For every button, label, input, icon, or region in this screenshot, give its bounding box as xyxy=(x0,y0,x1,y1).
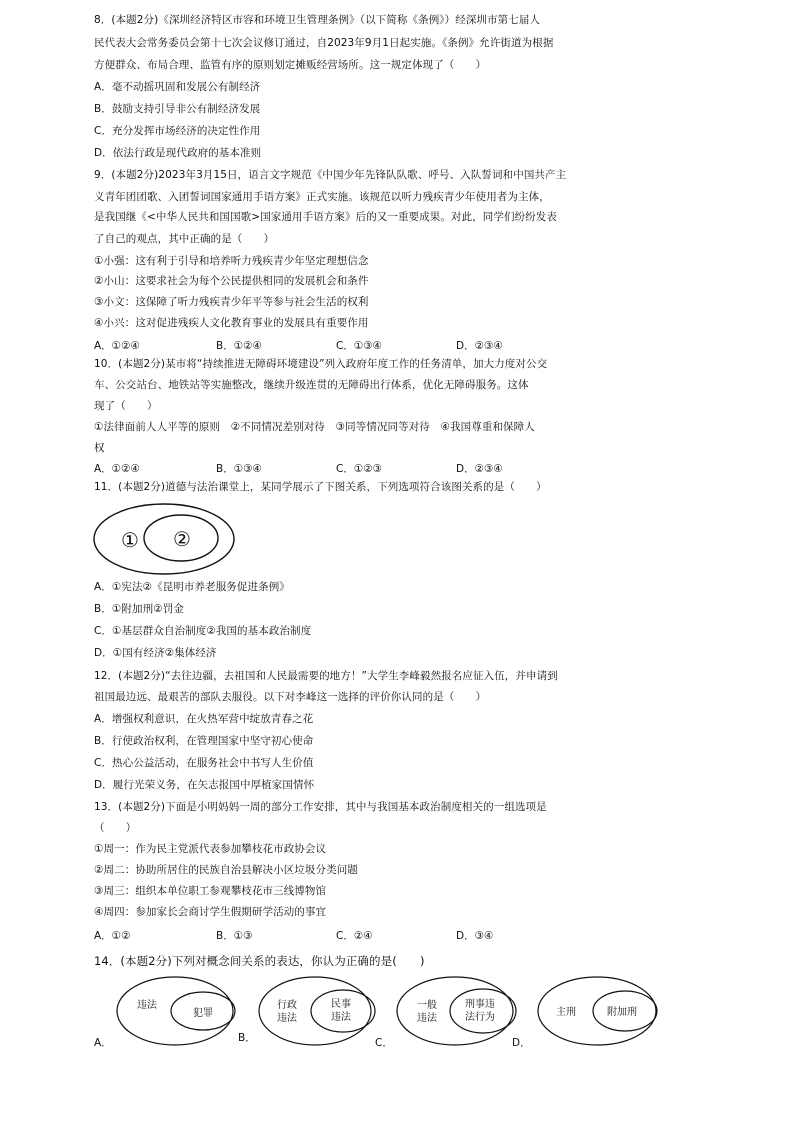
q9-stem-line-2: 义青年团团歌、入团誓词国家通用手语方案》正式实施。该规范以听力残疾青少年使用者为主体， xyxy=(94,191,550,203)
q9-statement-4: ④小兴：这对促进残疾人文化教育事业的发展具有重要作用 xyxy=(94,317,369,329)
q11-label-1: ① xyxy=(121,528,139,552)
q9-stem-line-1: 9．(本题2分)2023年3月15日，语言文字规范《中国少年先锋队队歌、呼号、入队誓词和中国共产主 xyxy=(94,169,567,181)
q11-option-b: B．①附加刑②罚金 xyxy=(94,603,184,615)
q14-option-b-letter: B． xyxy=(238,1032,256,1044)
q9-stem-line-4: 了自己的观点，其中正确的是（ ） xyxy=(94,233,275,245)
q8-option-d: D．依法行政是现代政府的基本准则 xyxy=(94,147,262,159)
q13-stem-line-2: （ ） xyxy=(94,822,137,834)
q10-statements-wrap: 权 xyxy=(94,442,105,454)
q14-b-inner-label-2: 违法 xyxy=(331,1012,351,1023)
q10-statements: ①法律面前人人平等的原则 ②不同情况差别对待 ③同等情况同等对待 ④我国尊重和保障人 xyxy=(94,421,535,433)
q11-outer-ellipse xyxy=(94,504,234,574)
q14-a-outer-ellipse xyxy=(117,977,233,1045)
q14-d-inner-label: 附加刑 xyxy=(607,1007,637,1018)
q10-option-c: C．①②③ xyxy=(336,463,383,475)
q13-statement-3: ③周三：组织本单位职工参观攀枝花市三线博物馆 xyxy=(94,885,327,897)
q11-label-2: ② xyxy=(173,527,191,551)
q11-stem: 11．(本题2分)道德与法治课堂上，某同学展示了下图关系，下列选项符合该图关系的是（ ） xyxy=(94,481,547,493)
q12-stem-line-2: 祖国最边远、最艰苦的部队去服役。以下对李峰这一选择的评价你认同的是（ ） xyxy=(94,691,487,703)
q9-statement-1: ①小强：这有利于引导和培养听力残疾青少年坚定理想信念 xyxy=(94,255,369,267)
q13-option-d: D．③④ xyxy=(456,930,494,942)
q11-option-d: D．①国有经济②集体经济 xyxy=(94,647,217,659)
q11-venn-diagram xyxy=(92,502,238,578)
q13-option-a: A．①② xyxy=(94,930,131,942)
q12-stem-line-1: 12．(本题2分)“去往边疆，去祖国和人民最需要的地方！”大学生李峰毅然报名应征入伍，并申请到 xyxy=(94,670,558,682)
q14-b-outer-label-1: 行政 xyxy=(277,1000,297,1011)
q13-option-b: B．①③ xyxy=(216,930,253,942)
q14-c-inner-ellipse xyxy=(450,989,516,1033)
q10-option-d: D．②③④ xyxy=(456,463,503,475)
q12-option-d: D．履行光荣义务，在矢志报国中厚植家国情怀 xyxy=(94,779,315,791)
q14-option-d-letter: D． xyxy=(512,1037,531,1049)
q8-option-b: B．鼓励支持引导非公有制经济发展 xyxy=(94,103,261,115)
q13-option-c: C．②④ xyxy=(336,930,373,942)
q12-option-c: C．热心公益活动，在服务社会中书写人生价值 xyxy=(94,757,314,769)
q9-option-c: C．①③④ xyxy=(336,340,383,352)
q8-stem-line-3: 方便群众、布局合理、监管有序的原则划定摊贩经营场所。这一规定体现了（ ） xyxy=(94,59,487,71)
q14-option-c-letter: C． xyxy=(375,1037,393,1049)
q8-option-c: C．充分发挥市场经济的决定性作用 xyxy=(94,125,261,137)
q14-diagram-d xyxy=(536,975,660,1047)
q14-b-outer-ellipse xyxy=(259,977,371,1045)
q11-option-c: C．①基层群众自治制度②我国的基本政治制度 xyxy=(94,625,312,637)
q10-option-a: A．①②④ xyxy=(94,463,140,475)
q14-b-outer-label-2: 违法 xyxy=(277,1013,297,1024)
q14-option-a-letter: A． xyxy=(94,1037,112,1049)
q9-statement-2: ②小山：这要求社会为每个公民提供相同的发展机会和条件 xyxy=(94,275,369,287)
q14-stem: 14．(本题2分)下列对概念间关系的表达，你认为正确的是( ) xyxy=(94,954,425,968)
q10-stem-line-2: 车、公交站台、地铁站等实施整改，继续升级连贯的无障碍出行体系，优化无障碍服务。这体 xyxy=(94,379,529,391)
q8-stem-line-1: 8．(本题2分)《深圳经济特区市容和环境卫生管理条例》（以下简称《条例》）经深圳市第七届人 xyxy=(94,14,541,26)
q14-c-outer-label-2: 违法 xyxy=(417,1013,437,1024)
q14-b-inner-ellipse xyxy=(311,990,375,1032)
q10-option-b: B．①③④ xyxy=(216,463,262,475)
q9-statement-3: ③小文：这保障了听力残疾青少年平等参与社会生活的权利 xyxy=(94,296,369,308)
q14-c-outer-label-1: 一般 xyxy=(417,1000,437,1011)
q14-diagram-c xyxy=(395,975,519,1047)
q14-c-outer-ellipse xyxy=(397,977,513,1045)
q13-statement-1: ①周一：作为民主党派代表参加攀枝花市政协会议 xyxy=(94,843,327,855)
q14-diagram-b xyxy=(257,975,377,1047)
q10-stem-line-1: 10．(本题2分)某市将“持续推进无障碍环境建设”列入政府年度工作的任务清单，加大力度对公交 xyxy=(94,358,548,370)
q14-d-outer-label: 主刑 xyxy=(556,1007,576,1018)
q13-statement-4: ④周四：参加家长会商讨学生假期研学活动的事宜 xyxy=(94,906,327,918)
q9-option-a: A．①②④ xyxy=(94,340,140,352)
q8-option-a: A．毫不动摇巩固和发展公有制经济 xyxy=(94,81,261,93)
q14-c-inner-label-1: 刑事违 xyxy=(465,999,495,1010)
q9-option-d: D．②③④ xyxy=(456,340,503,352)
q14-diagram-a xyxy=(115,975,240,1047)
q12-option-a: A．增强权利意识，在火热军营中绽放青春之花 xyxy=(94,713,314,725)
q10-stem-line-3: 现了（ ） xyxy=(94,400,158,412)
q11-option-a: A．①宪法②《昆明市养老服务促进条例》 xyxy=(94,581,290,593)
q13-stem-line-1: 13．(本题2分)下面是小明妈妈一周的部分工作安排，其中与我国基本政治制度相关的一组选项是 xyxy=(94,801,547,813)
q13-statement-2: ②周二：协助所居住的民族自治县解决小区垃圾分类问题 xyxy=(94,864,358,876)
q14-c-inner-label-2: 法行为 xyxy=(465,1012,495,1023)
q8-stem-line-2: 民代表大会常务委员会第十七次会议修订通过，自2023年9月1日起实施。《条例》允许街道为根据 xyxy=(94,37,554,49)
q9-stem-line-3: 是我国继《<中华人民共和国国歌>国家通用手语方案》后的又一重要成果。对此，同学们纷纷发表 xyxy=(94,211,557,223)
q14-b-inner-label-1: 民事 xyxy=(331,999,351,1010)
q14-a-inner-label: 犯罪 xyxy=(193,1008,213,1019)
q14-a-outer-label: 违法 xyxy=(137,1000,157,1011)
q9-option-b: B．①②④ xyxy=(216,340,262,352)
q12-option-b: B．行使政治权利，在管理国家中坚守初心使命 xyxy=(94,735,314,747)
